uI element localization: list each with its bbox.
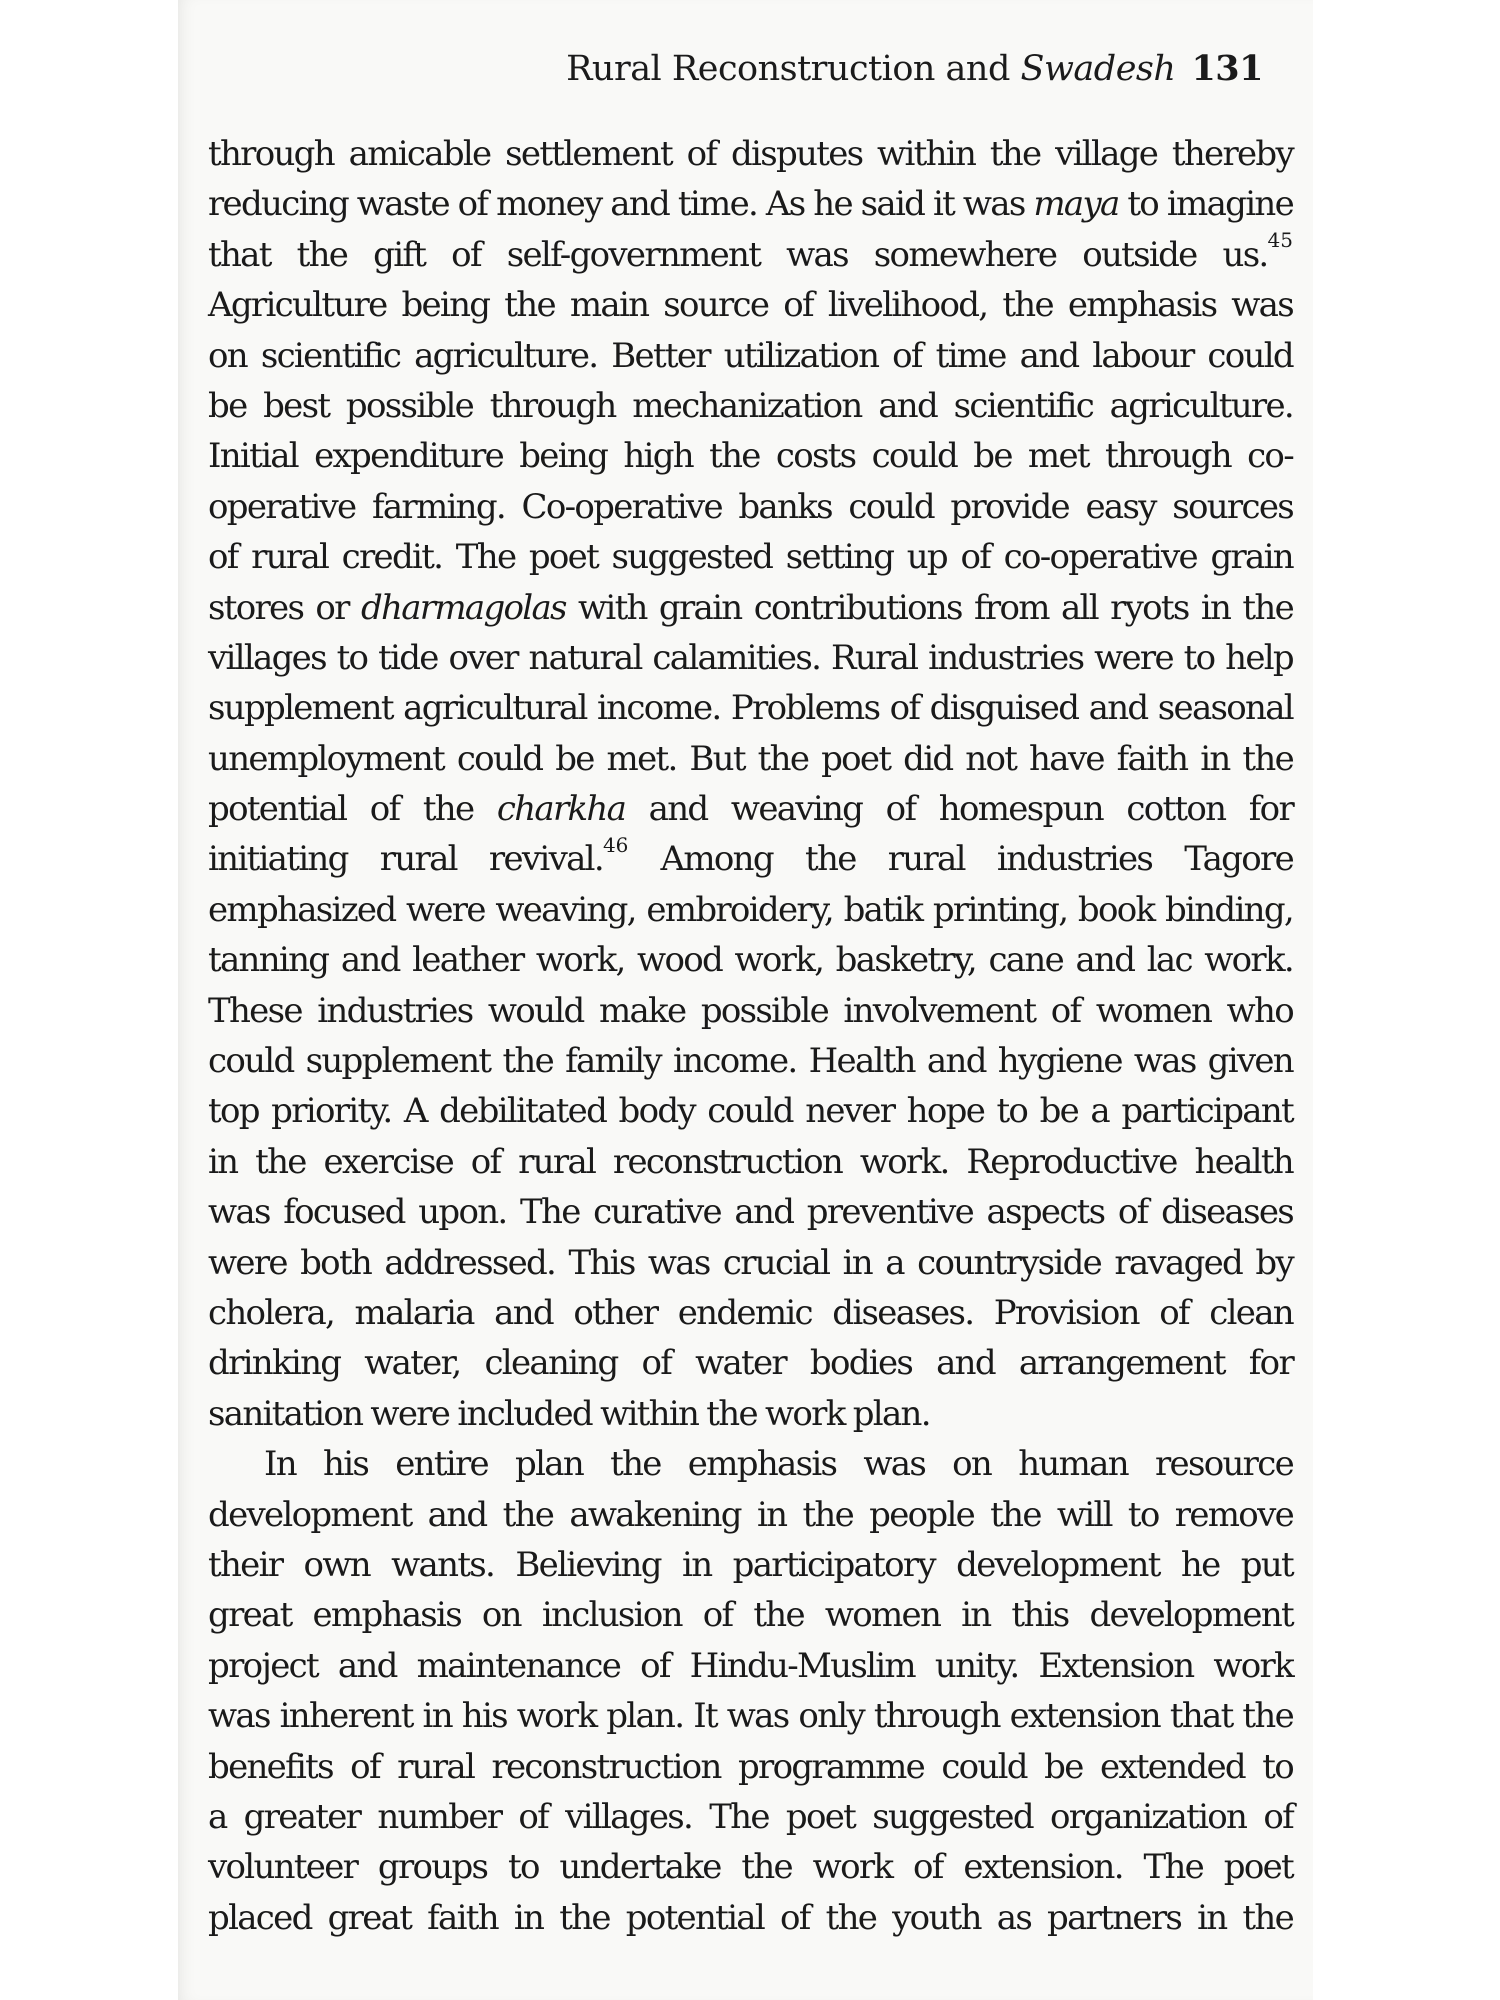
text-line: supplement agricultural income. Problems of disguised and seasonal [208, 688, 1293, 729]
text-line: could supplement the family income. Health and hygiene was given [208, 1041, 1293, 1082]
paragraph-first-line: In his entire plan the emphasis was on human resource [264, 1444, 1293, 1485]
text-line: their own wants. Believing in participatory development he put [208, 1544, 1293, 1585]
text-line: great emphasis on inclusion of the women in this development [208, 1595, 1293, 1636]
text-line: sanitation were included within the work plan. [208, 1393, 930, 1434]
running-head-title: Rural Reconstruction and [566, 49, 1021, 89]
text-line: were both addressed. This was crucial in a countryside ravaged by [208, 1242, 1293, 1283]
text-line: potential of the charkha and weaving of homespun cotton for [208, 789, 1294, 830]
text-line: through amicable settlement of disputes within the village thereby [208, 134, 1293, 174]
text-line: be best possible through mechanization and scientific agriculture. [208, 385, 1293, 426]
footnote-ref: 45 [1267, 228, 1293, 253]
text-line: Agriculture being the main source of livelihood, the emphasis was [208, 285, 1293, 326]
text-line: that the gift of self-government was somewhere outside us.$^{45}$ [208, 228, 1293, 275]
text-line: These industries would make possible involvement of women who [208, 990, 1293, 1031]
text-line: villages to tide over natural calamities. Rural industries were to help [208, 637, 1293, 678]
text-line: in the exercise of rural reconstruction work. Reproductive health [208, 1141, 1293, 1182]
italic-term: maya [1033, 184, 1119, 225]
text-line: tanning and leather work, wood work, basketry, cane and lac work. [208, 940, 1293, 981]
text-line: cholera, malaria and other endemic diseases. Provision of clean [208, 1292, 1293, 1333]
text-line: on scientific agriculture. Better utilization of time and labour could [208, 335, 1293, 376]
text-line: top priority. A debilitated body could never hope to be a participant [208, 1091, 1293, 1132]
italic-term: charkha [496, 789, 626, 830]
page-number: 131 [1191, 48, 1263, 89]
text-line: project and maintenance of Hindu-Muslim unity. Extension work [208, 1645, 1293, 1686]
italic-term: dharmagolas [360, 587, 566, 628]
text-line: volunteer groups to undertake the work of extension. The poet [208, 1847, 1293, 1888]
text-line: reducing waste of money and time. As he said it was maya to imagine [208, 184, 1293, 225]
text-line: initiating rural revival.$^{46}$ Among the rural industries Tagore [208, 833, 1293, 880]
text-line: operative farming. Co-operative banks could provide easy sources [208, 486, 1293, 527]
text-line: was inherent in his work plan. It was only through extension that the [208, 1696, 1293, 1737]
text-line: Initial expenditure being high the costs could be met through co- [208, 436, 1293, 477]
footnote-ref: 46 [602, 833, 629, 858]
body-text [208, 129, 1293, 1943]
text-line: was focused upon. The curative and preventive aspects of diseases [208, 1192, 1293, 1233]
text-line: placed great faith in the potential of the youth as partners in the [208, 1897, 1293, 1938]
text-line: unemployment could be met. But the poet did not have faith in the [208, 738, 1293, 779]
text-line: benefits of rural reconstruction programme could be extended to [208, 1746, 1293, 1787]
text-line: stores or dharmagolas with grain contributions from all ryots in the [208, 587, 1294, 628]
text-line: drinking water, cleaning of water bodies and arrangement for [208, 1343, 1293, 1384]
text-line: emphasized were weaving, embroidery, batik printing, book binding, [208, 889, 1293, 930]
book-page [178, 0, 1313, 2000]
running-head-title-italic: Swadesh [1020, 49, 1176, 89]
text-line: a greater number of villages. The poet suggested organization of [208, 1796, 1293, 1837]
running-head [566, 48, 1263, 89]
text-line: development and the awakening in the people the will to remove [208, 1494, 1293, 1535]
text-line: of rural credit. The poet suggested setting up of co-operative grain [208, 537, 1293, 578]
